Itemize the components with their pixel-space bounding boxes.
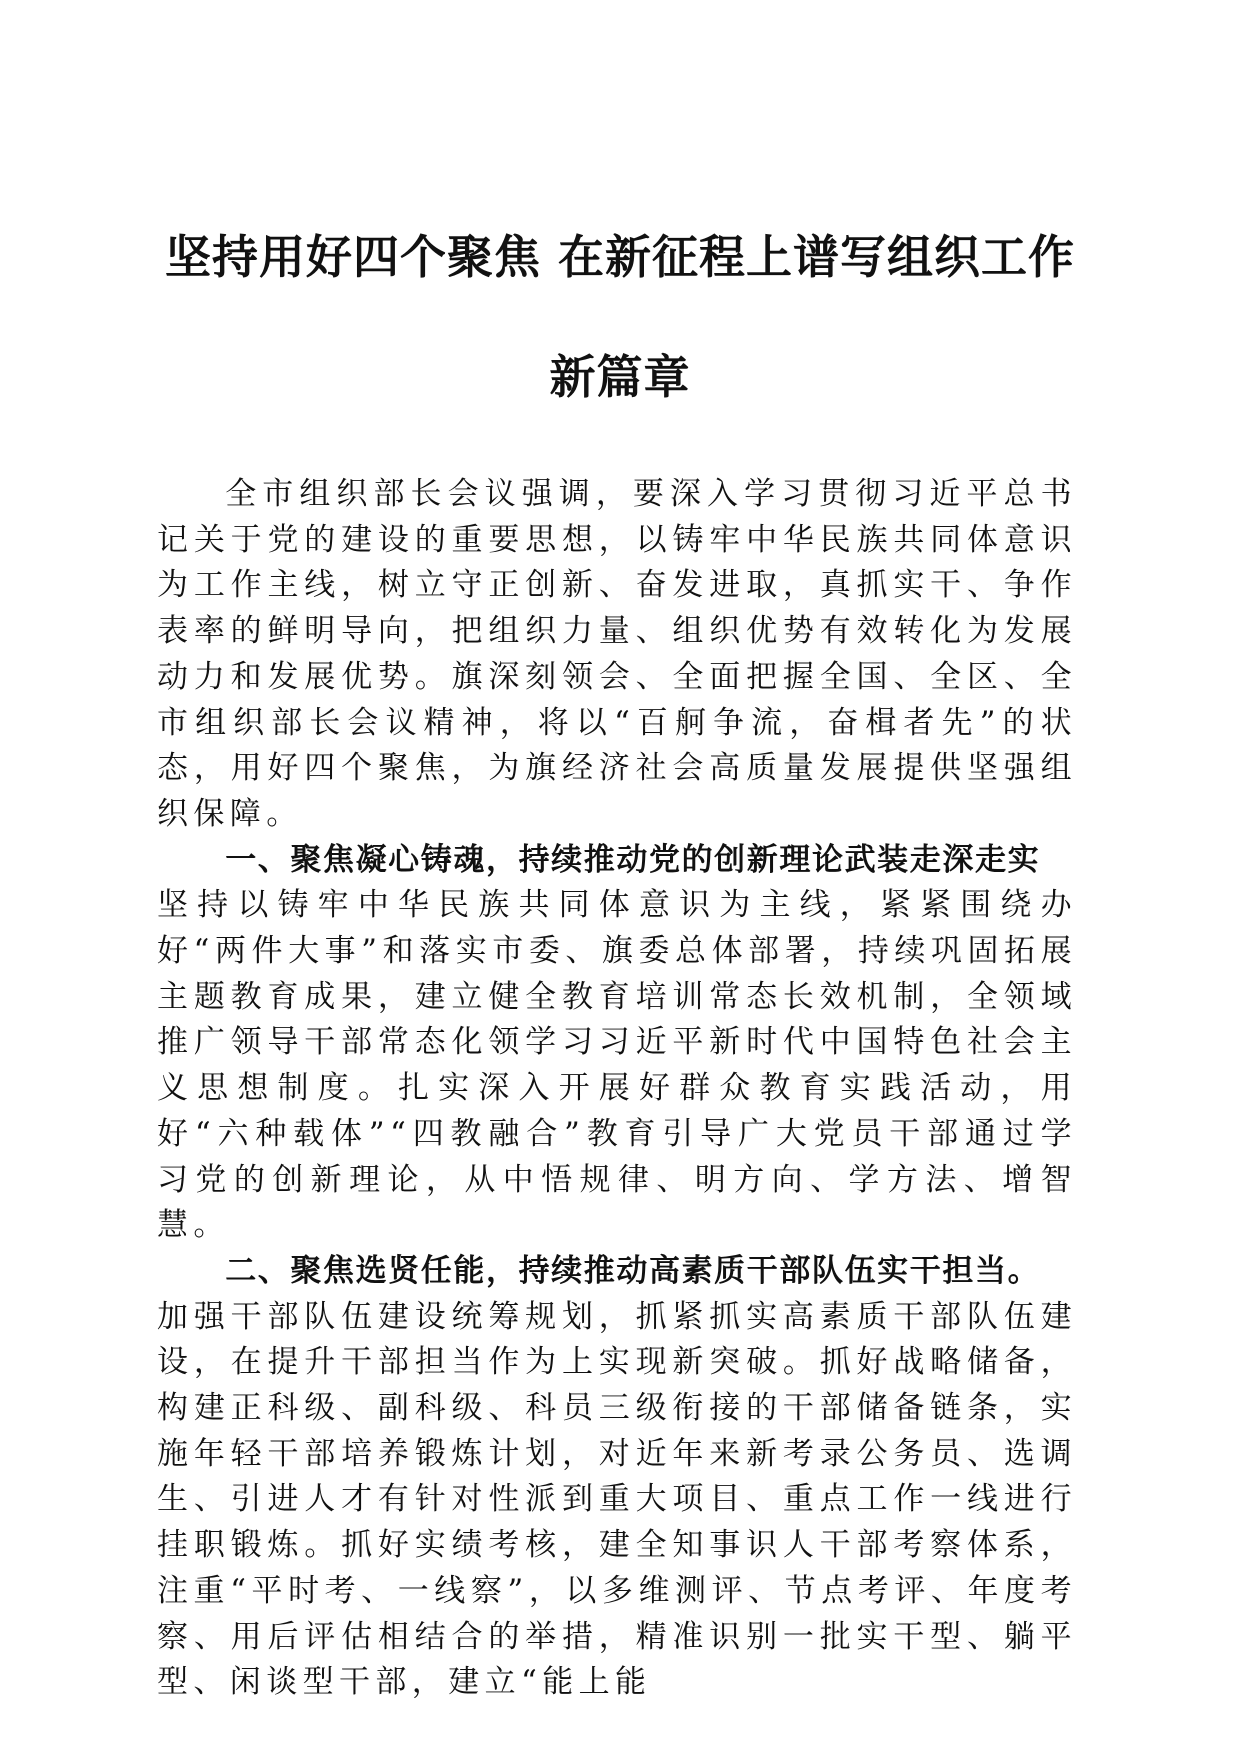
document-body — [157, 472, 1077, 1706]
intro-paragraph: 全市组织部长会议强调，要深入学习贯彻习近平总书记关于党的建设的重要思想，以铸牢中华民族共同体意识为工作主线，树立守正创新、奋发进取，真抓实干、争作表率的鲜明导向，把组织力量、组织优势有效转化为发展动力和发展优势。旗深刻领会、全面把握全国、全区、全市组织部长会议精神，将以“百舸争流，奋楫者先”的状态，用好四个聚焦，为旗经济社会高质量发展提供坚强组织保障。 — [157, 476, 1077, 832]
section-2-heading: 二、聚焦选贤任能，持续推动高素质干部队伍实干担当。 — [225, 1252, 1041, 1289]
section-1-heading: 一、聚焦凝心铸魂，持续推动党的创新理论武装走深走实 — [225, 841, 1041, 878]
section-1-body: 坚持以铸牢中华民族共同体意识为主线，紧紧围绕办好“两件大事”和落实市委、旗委总体部署，持续巩固拓展主题教育成果，建立健全教育培训常态长效机制，全领域推广领导干部常态化领学习习近平新时代中国特色社会主义思想制度。扎实深入开展好群众教育实践活动，用好“六种载体”“四教融合”教育引导广大党员干部通过学习党的创新理论，从中悟规律、明方向、学方法、增智慧。 — [157, 887, 1077, 1244]
document-title-line-1: 坚持用好四个聚焦 在新征程上谱写组织工作 — [164, 230, 1075, 284]
document-title-line-2: 新篇章 — [549, 350, 691, 404]
section-2-body: 加强干部队伍建设统筹规划，抓紧抓实高素质干部队伍建设，在提升干部担当作为上实现新突破。抓好战略储备，构建正科级、副科级、科员三级衔接的干部储备链条，实施年轻干部培养锻炼计划，对近年来新考录公务员、选调生、引进人才有针对性派到重大项目、重点工作一线进行挂职锻炼。抓好实绩考核，建全知事识人干部考察体系，注重“平时考、一线察”，以多维测评、节点考评、年度考察、用后评估相结合的举措，精准识别一批实干型、躺平型、闲谈型干部，建立“能上能 — [157, 1298, 1077, 1701]
